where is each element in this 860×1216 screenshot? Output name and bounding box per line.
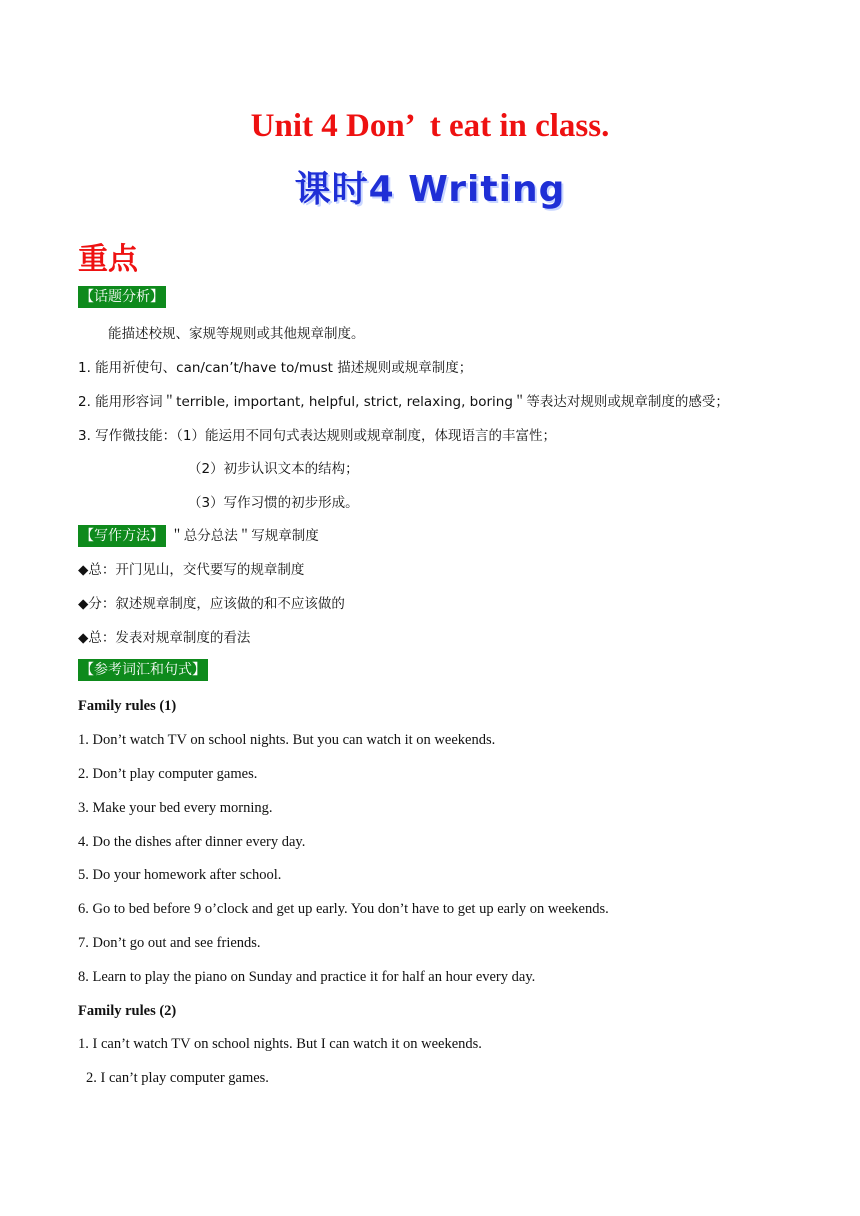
method-row [78,525,319,547]
topic-item: （3）写作习惯的初步形成。 [188,495,359,511]
topic-tag-row [78,286,166,308]
section-heading: 重点 [78,242,138,277]
topic-item: 3. 写作微技能：（1）能运用不同句式表达规则或规章制度，体现语言的丰富性； [78,428,557,444]
family-rules-2-title: Family rules (2) [78,1003,177,1019]
reference-tag: 【参考词汇和句式】 [78,659,208,681]
rule-line: 7. Don’t go out and see friends. [78,935,261,951]
unit-title: Unit 4 Don’ t eat in class. [250,108,610,144]
rule-line: 2. I can’t play computer games. [86,1070,269,1086]
method-point: ◆总：发表对规章制度的看法 [78,630,251,646]
topic-item: 2. 能用形容词＂terrible, important, helpful, strict, relaxing, boring＂等表达对规则或规章制度的感受； [78,394,729,410]
method-point: ◆分：叙述规章制度，应该做的和不应该做的 [78,596,345,612]
topic-item: 1. 能用祈使句、can/can’t/have to/must 描述规则或规章制度； [78,360,473,376]
rule-line: 2. Don’t play computer games. [78,766,258,782]
method-text: ＂总分总法＂写规章制度 [170,528,319,544]
topic-item: （2）初步认识文本的结构； [188,461,359,477]
rule-line: 4. Do the dishes after dinner every day. [78,834,306,850]
rule-line: 6. Go to bed before 9 o’clock and get up early. You don’t have to get up early on weekends. [78,901,609,917]
lesson-subtitle: 课时4 Writing [294,169,566,210]
method-tag: 【写作方法】 [78,525,166,547]
rule-line: 3. Make your bed every morning. [78,800,273,816]
rule-line: 1. Don’t watch TV on school nights. But you can watch it on weekends. [78,732,496,748]
family-rules-1-title: Family rules (1) [78,698,177,714]
rule-line: 8. Learn to play the piano on Sunday and practice it for half an hour every day. [78,969,536,985]
method-point: ◆总：开门见山，交代要写的规章制度 [78,562,305,578]
reference-tag-row [78,659,208,681]
topic-tag: 【话题分析】 [78,286,166,308]
topic-intro: 能描述校规、家规等规则或其他规章制度。 [108,326,365,342]
rule-line: 5. Do your homework after school. [78,867,282,883]
rule-line: 1. I can’t watch TV on school nights. But I can watch it on weekends. [78,1036,482,1052]
